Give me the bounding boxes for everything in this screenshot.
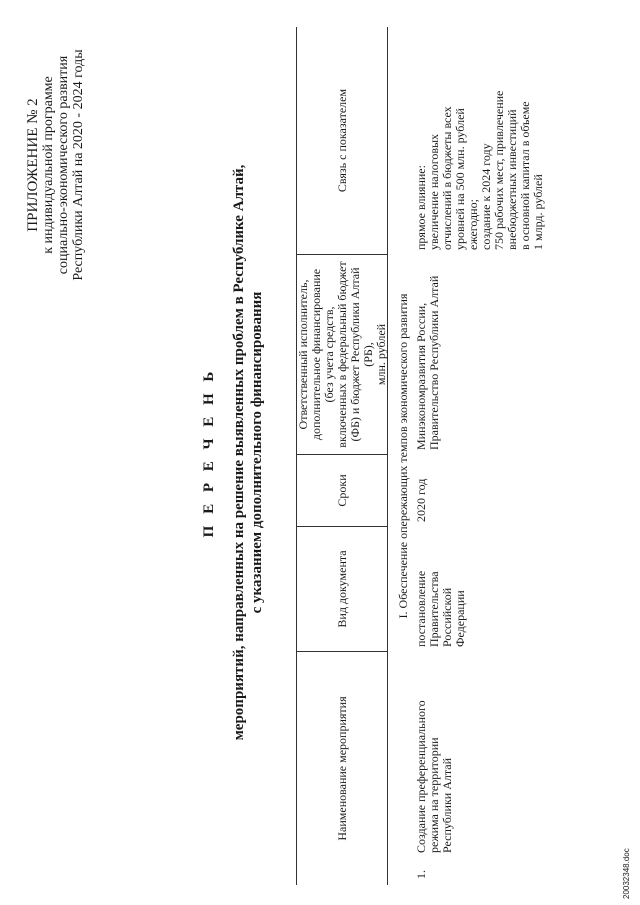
appendix-header	[26, 15, 86, 315]
section-heading: I. Обеспечение опережающих темпов экономического развития	[396, 293, 410, 619]
title-line-1: мероприятий, направленных на решение выявленных проблем в Республике Алтай,	[231, 164, 247, 741]
table-header-row	[296, 27, 388, 885]
header-executor: Ответственный исполнитель, дополнительное финансирование (без учета средств, включенных в федеральный бюджет (ФБ) и бюджет Республики Алтай (РБ), млн. рублей	[297, 254, 387, 454]
title-heading: П Е Р Е Ч Е Н Ь	[201, 367, 217, 538]
header-terms: Сроки	[297, 454, 387, 526]
measure-name: Создание преференциального режима на территории Республики Алтай	[414, 700, 454, 853]
appendix-line-1: к индивидуальной программе	[41, 76, 56, 254]
document-id: 20032348.doc	[622, 848, 631, 899]
indicator-link: прямое влияние: увеличение налоговых отчислений в бюджеты всех уровней на 500 млн. рублей ежегодно; создание к 2024 году 750 рабочих мест, привлечение внебюджетных инвестиций в основной капитал в объеме 1 млрд. рублей	[414, 90, 545, 250]
appendix-title: ПРИЛОЖЕНИЕ № 2	[25, 98, 41, 232]
term: 2020 год	[414, 478, 428, 522]
measures-table	[296, 27, 545, 885]
row-number: 1.	[414, 870, 428, 879]
title-line-2: с указанием дополнительного финансирования	[249, 291, 265, 614]
document-title	[200, 0, 266, 905]
appendix-line-3: Республики Алтай на 2020 - 2024 годы	[71, 49, 86, 281]
header-indicator-link: Связь с показателем	[334, 88, 349, 193]
header-document-type: Вид документа	[297, 526, 387, 651]
appendix-line-2: социально-экономического развития	[56, 55, 71, 275]
measure-cell	[415, 651, 545, 885]
document-type: постановление Правительства Российской Федерации	[414, 570, 467, 647]
table-row	[415, 27, 545, 885]
executor: Минэкономразвития России, Правительство Республики Алтай	[414, 275, 441, 450]
header-measure-name: Наименование мероприятия	[297, 651, 387, 885]
